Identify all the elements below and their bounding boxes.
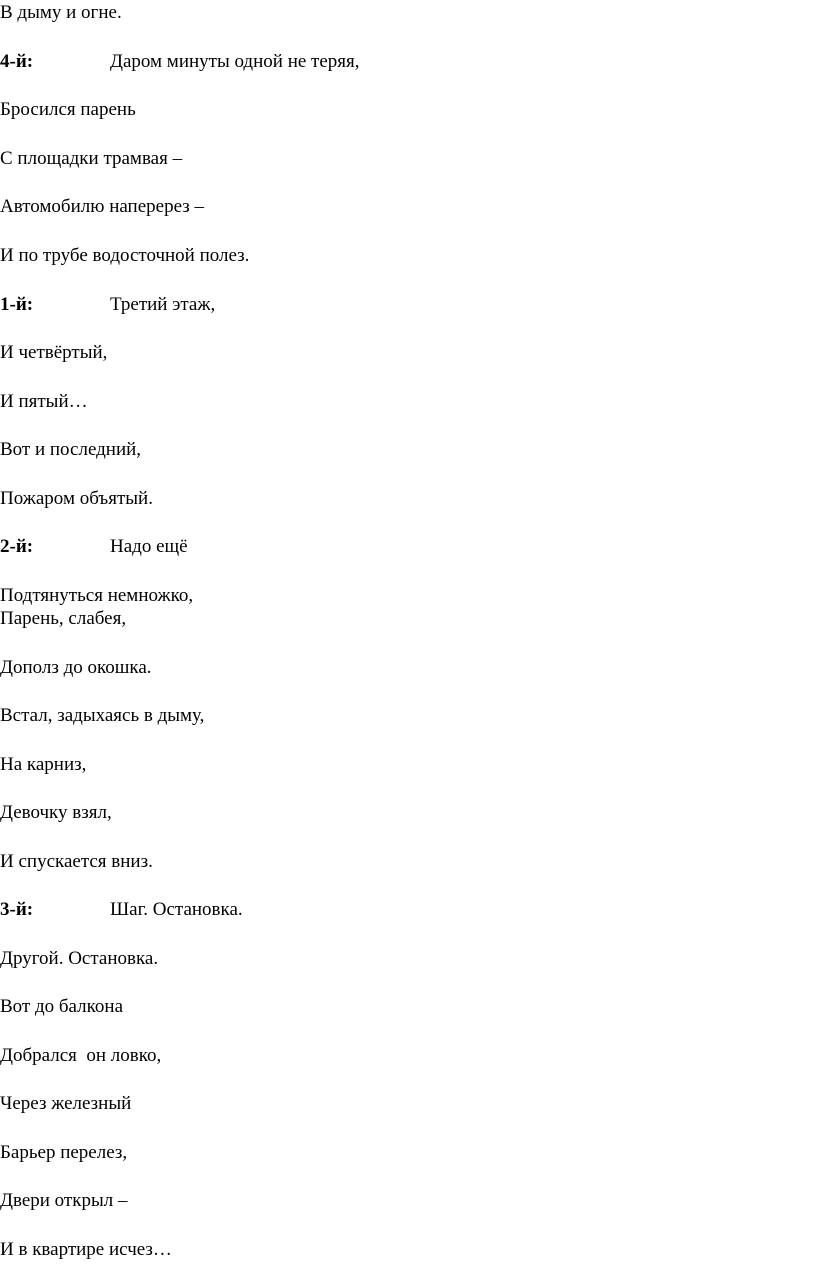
poem-line: Автомобилю наперерез – (0, 196, 204, 217)
poem-line: И пятый… (0, 391, 88, 412)
speaker-label: 4-й: (0, 51, 34, 72)
poem-line: Дополз до окошка. (0, 657, 152, 678)
poem-line: Пожаром объятый. (0, 488, 153, 509)
poem-line: Встал, задыхаясь в дыму, (0, 705, 205, 726)
poem-line: Парень, слабея, (0, 608, 127, 629)
poem-line: Девочку взял, (0, 802, 112, 823)
poem-line: И четвёртый, (0, 342, 108, 363)
poem-line: Бросился парень (0, 99, 136, 120)
poem-line: Вот до балкона (0, 996, 124, 1017)
speaker-label: 3-й: (0, 899, 34, 920)
poem-line: Другой. Остановка. (0, 948, 159, 969)
poem-line: Вот и последний, (0, 439, 142, 460)
poem-line: В дыму и огне. (0, 2, 122, 23)
poem-line: И по трубе водосточной полез. (0, 245, 250, 266)
poem-line: Подтянуться немножко, (0, 585, 194, 606)
speaker-label: 1-й: (0, 294, 34, 315)
poem-line: Шаг. Остановка. (110, 899, 243, 920)
poem-line: С площадки трамвая – (0, 148, 183, 169)
poem-line: И в квартире исчез… (0, 1239, 172, 1260)
poem-line: Добрался он ловко, (0, 1045, 162, 1066)
poem-line: Барьер перелез, (0, 1142, 128, 1163)
poem-line: Третий этаж, (110, 294, 216, 315)
poem-line: Двери открыл – (0, 1190, 128, 1211)
poem-line: Даром минуты одной не теряя, (110, 51, 360, 72)
speaker-label: 2-й: (0, 536, 34, 557)
poem-line: И спускается вниз. (0, 851, 153, 872)
poem-line: Надо ещё (110, 536, 188, 557)
poem-line: Через железный (0, 1093, 132, 1114)
poem-line: На карниз, (0, 754, 87, 775)
